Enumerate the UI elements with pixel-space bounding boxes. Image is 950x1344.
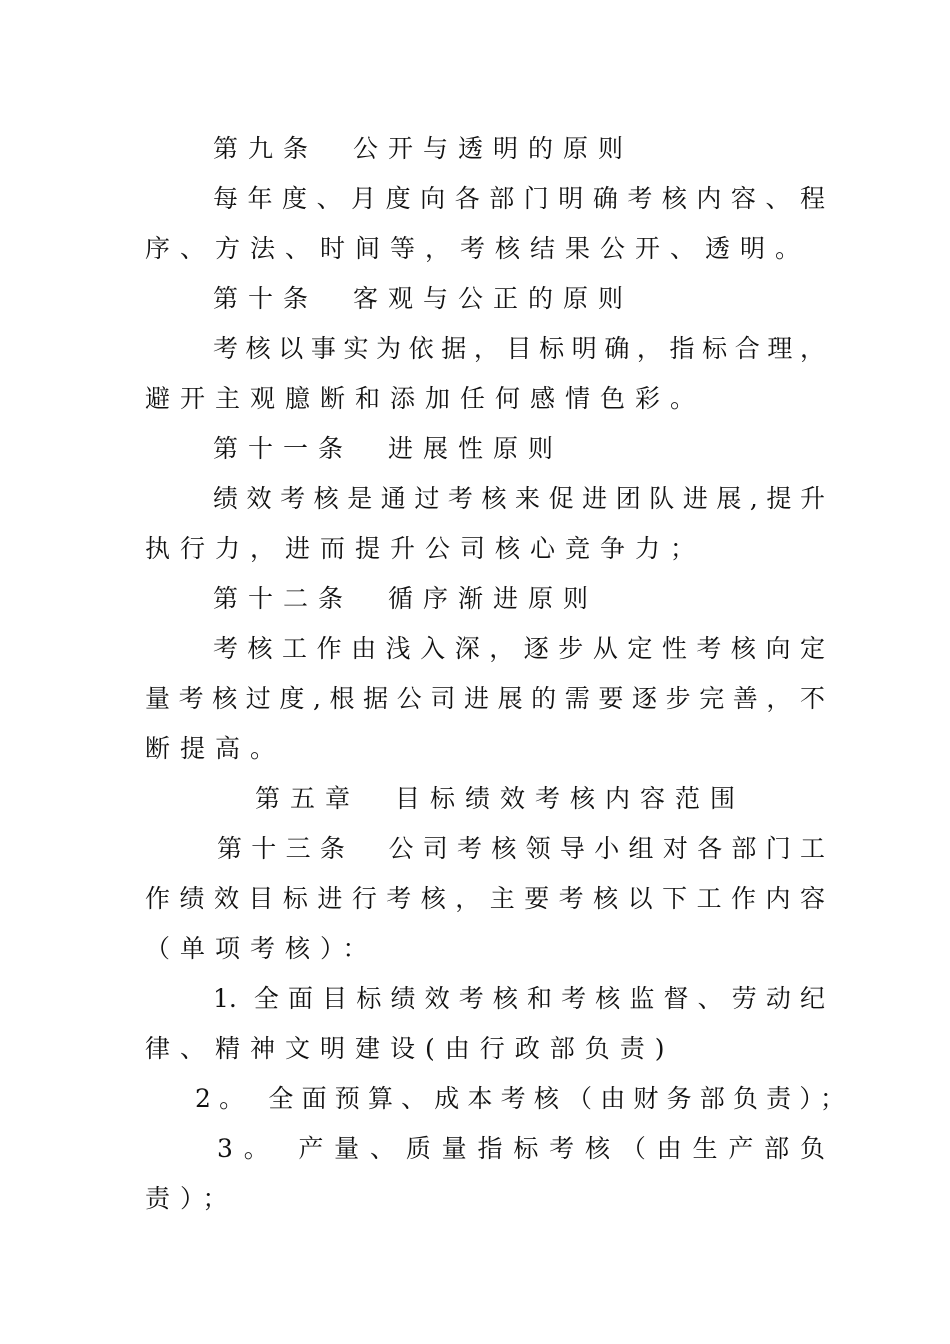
- article-11-line-1: 绩效考核是通过考核来促进团队进展,提升: [213, 484, 825, 513]
- article-11-line-2: 执行力，进而提升公司核心竞争力；: [145, 534, 706, 563]
- article-12-heading: 第十二条 循序渐进原则: [213, 584, 599, 613]
- article-9-heading: 第九条 公开与透明的原则: [213, 134, 634, 163]
- article-11-heading: 第十一条 进展性原则: [213, 434, 564, 463]
- article-10-heading: 第十条 客观与公正的原则: [213, 284, 634, 313]
- article-9-line-1: 每年度、月度向各部门明确考核内容、程: [213, 184, 825, 213]
- article-13-line-3: （单项考核）：: [145, 934, 378, 963]
- article-10-line-1: 考核以事实为依据，目标明确，指标合理，: [213, 334, 825, 363]
- item-3-line-1: 3。 产量、质量指标考核（由生产部负: [217, 1134, 825, 1163]
- item-3-line-2: 责）；: [145, 1184, 238, 1213]
- article-12-line-3: 断提高。: [145, 734, 286, 763]
- article-13-line-1: 第十三条 公司考核领导小组对各部门工: [217, 834, 825, 863]
- chapter-5-title: 第五章 目标绩效考核内容范围: [255, 784, 746, 813]
- article-13-line-2: 作绩效目标进行考核，主要考核以下工作内容: [145, 884, 825, 913]
- article-12-line-1: 考核工作由浅入深，逐步从定性考核向定: [213, 634, 825, 663]
- item-1-line-1: 1. 全面目标绩效考核和考核监督、劳动纪: [213, 984, 825, 1013]
- article-9-line-2: 序、方法、时间等，考核结果公开、透明。: [145, 234, 811, 263]
- item-1-line-2: 律、精神文明建设(由行政部负责): [145, 1034, 675, 1063]
- article-12-line-2: 量考核过度,根据公司进展的需要逐步完善，不: [145, 684, 825, 713]
- item-2-line: 2。 全面预算、成本考核（由财务部负责）；: [195, 1084, 845, 1113]
- article-10-line-2: 避开主观臆断和添加任何感情色彩。: [145, 384, 706, 413]
